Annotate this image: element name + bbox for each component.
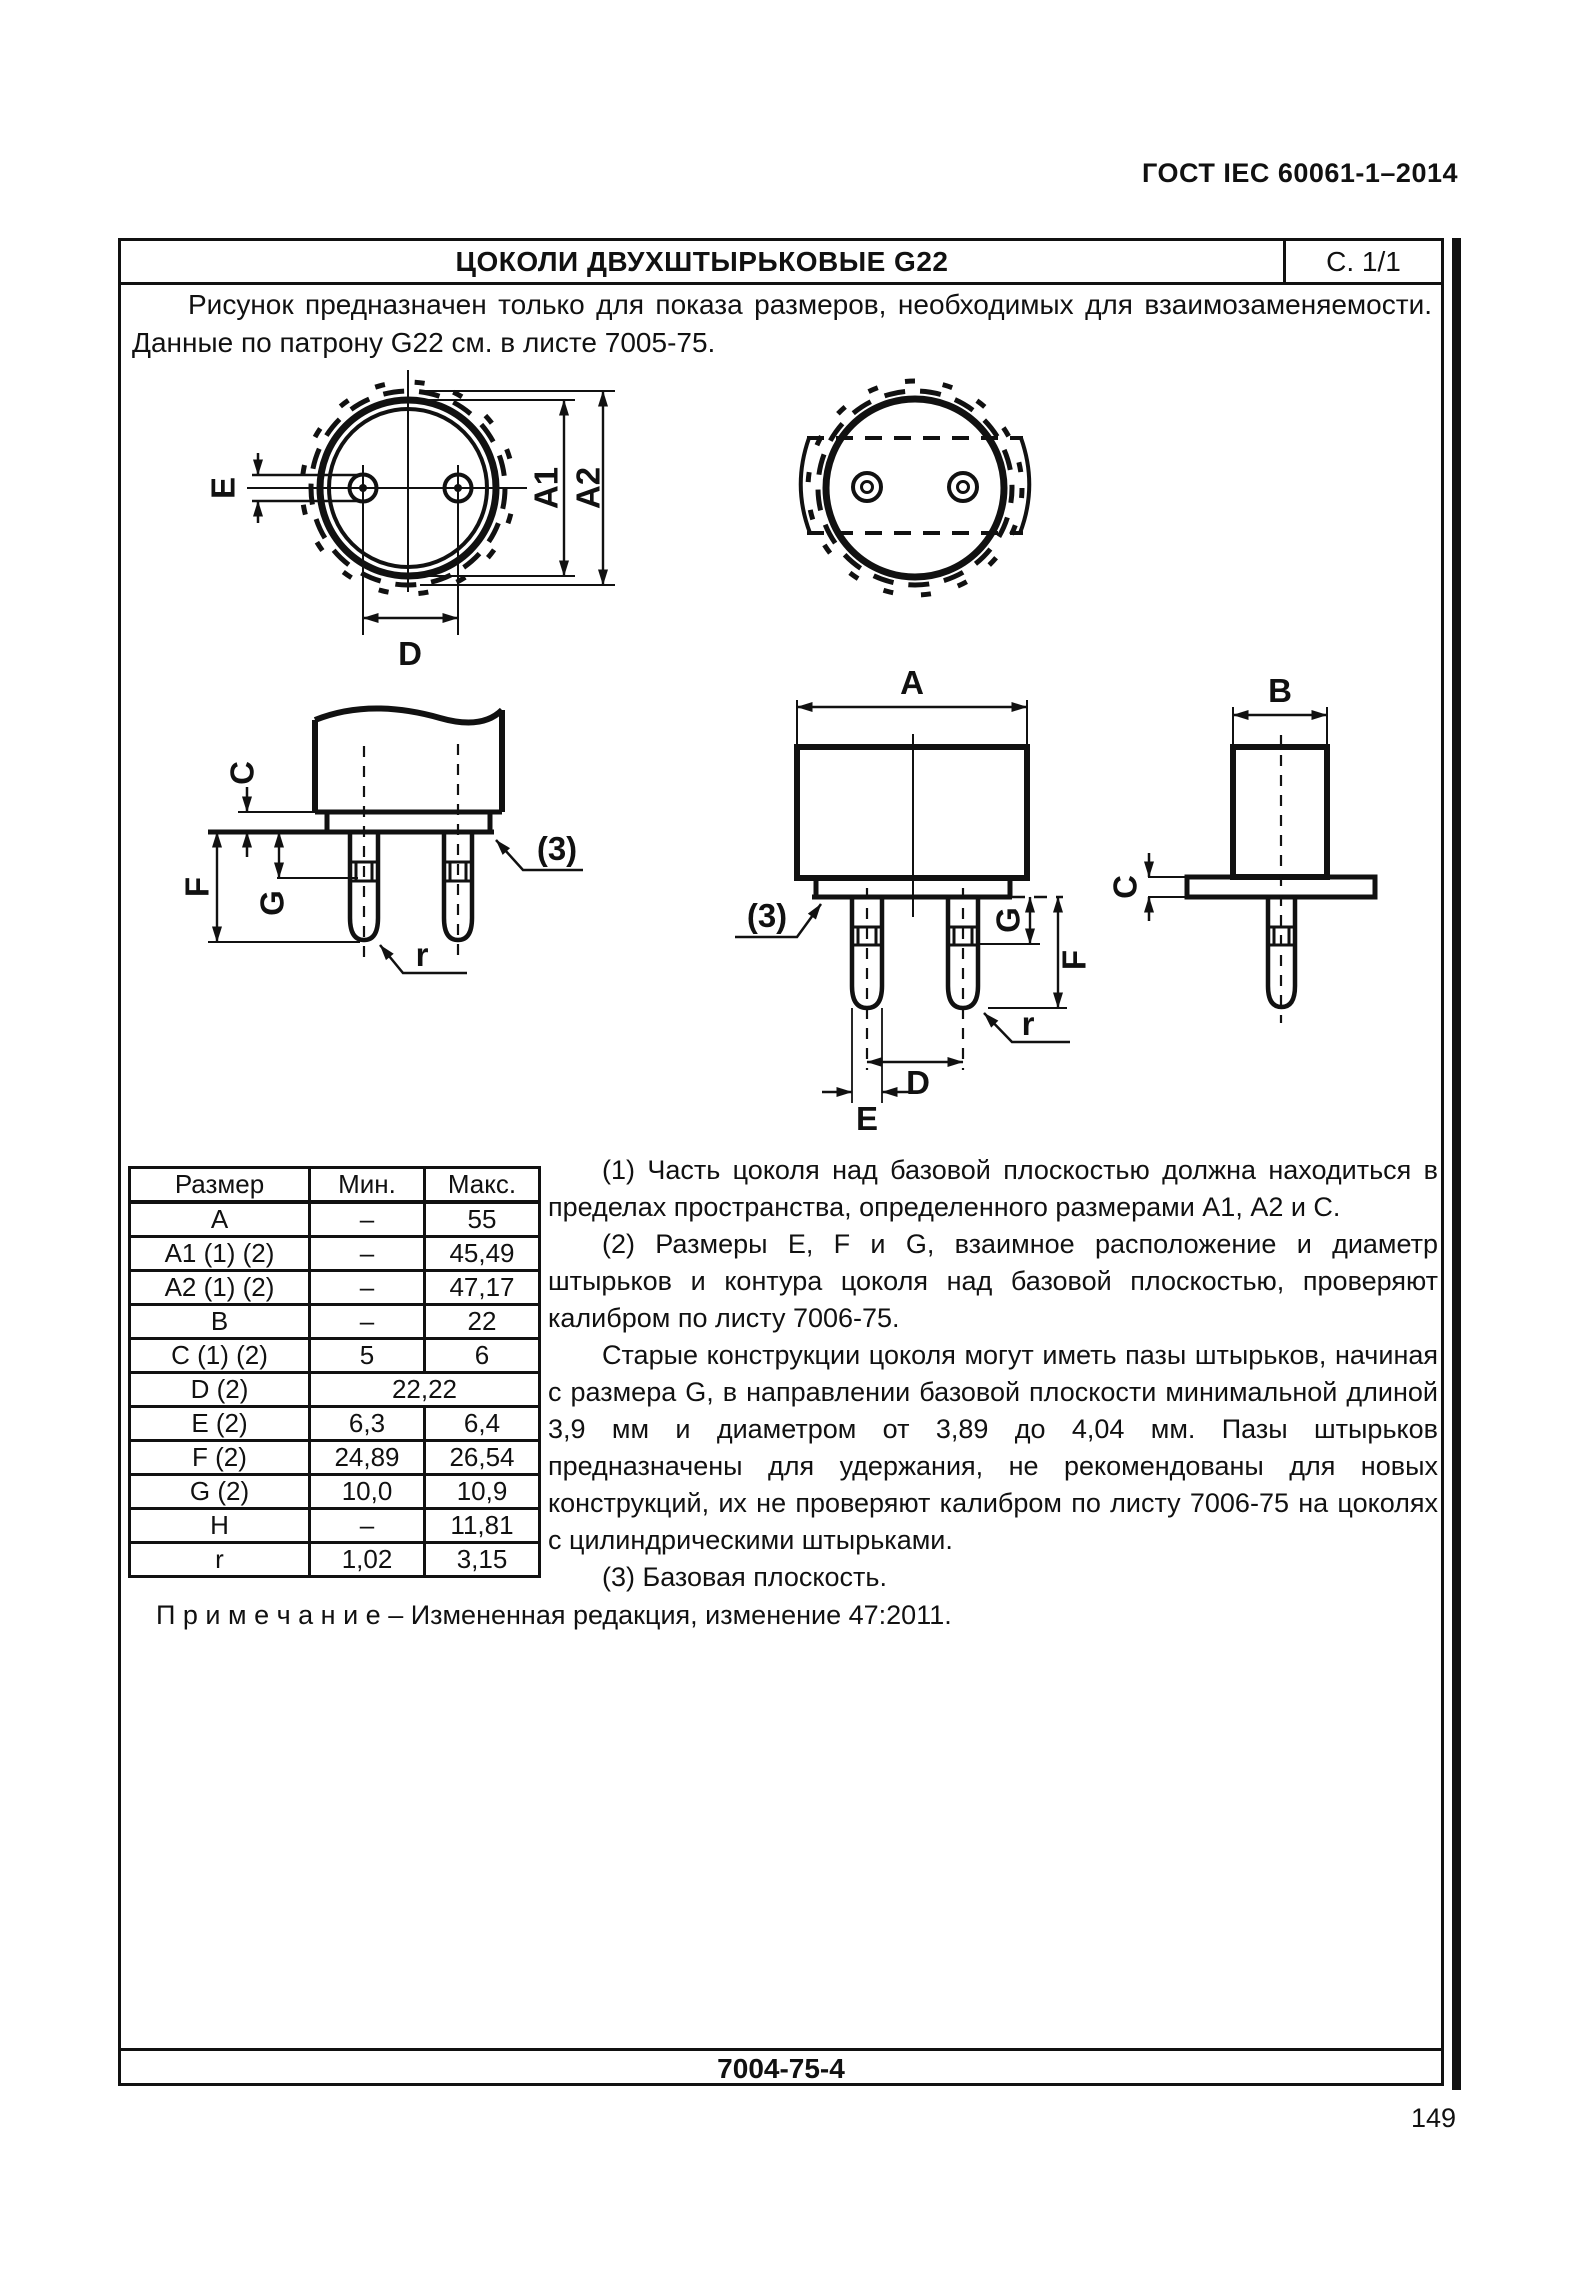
dim-name-cell: A1 (1) (2) bbox=[130, 1237, 310, 1271]
dim-label-r-2: r bbox=[1021, 1005, 1035, 1042]
min-cell: – bbox=[310, 1237, 425, 1271]
max-cell: 55 bbox=[425, 1202, 540, 1237]
dim-label-a2: A2 bbox=[569, 466, 607, 510]
note-1: (1) Часть цоколя над базовой плоскостью должна находиться в пределах пространства, определенного размерами А1, А2 и С. bbox=[548, 1155, 1438, 1222]
table-row bbox=[130, 1373, 540, 1407]
dim-label-a: A bbox=[900, 664, 924, 701]
min-cell: – bbox=[310, 1271, 425, 1305]
table-row bbox=[130, 1202, 540, 1237]
side-view-right-drawing bbox=[1107, 672, 1375, 1023]
page-number: 149 bbox=[1410, 2103, 1456, 2133]
min-cell: – bbox=[310, 1305, 425, 1339]
doc-header: ГОСТ IEC 60061-1–2014 bbox=[1142, 158, 1458, 188]
col-header-max: Макс. bbox=[425, 1168, 540, 1203]
dim-label-c-2: C bbox=[1106, 875, 1144, 899]
max-cell: 22 bbox=[425, 1305, 540, 1339]
dim-label-d: D bbox=[398, 635, 422, 672]
table-row bbox=[130, 1543, 540, 1577]
dim-name-cell: H bbox=[130, 1509, 310, 1543]
title-row bbox=[118, 238, 1444, 285]
dim-name-cell: F (2) bbox=[130, 1441, 310, 1475]
col-header-min: Мин. bbox=[310, 1168, 425, 1203]
min-cell: – bbox=[310, 1509, 425, 1543]
front-view-drawing bbox=[205, 370, 615, 672]
min-cell: – bbox=[310, 1202, 425, 1237]
technical-drawings bbox=[120, 360, 1450, 1140]
base-plane-ref: (3) bbox=[536, 830, 578, 867]
remark-line: П р и м е ч а н и е – Измененная редакция, изменение 47:2011. bbox=[156, 1600, 952, 1630]
dim-name-cell: G (2) bbox=[130, 1475, 310, 1509]
rear-view-drawing bbox=[801, 381, 1030, 595]
sheet-title: ЦОКОЛИ ДВУХШТЫРЬКОВЫЕ G22 bbox=[121, 241, 1286, 282]
note-2: (2) Размеры E, F и G, взаимное расположение и диаметр штырьков и контура цоколя над базовой плоскостью, проверяют калибром по листу 7006-75. bbox=[548, 1229, 1438, 1333]
note-4: (3) Базовая плоскость. bbox=[602, 1562, 887, 1592]
dim-label-d-2: D bbox=[906, 1064, 930, 1101]
max-cell: 47,17 bbox=[425, 1271, 540, 1305]
dim-label-b: B bbox=[1268, 672, 1292, 709]
sheet-code: 7004-75-4 bbox=[717, 2052, 845, 2084]
max-cell: 10,9 bbox=[425, 1475, 540, 1509]
table-row bbox=[130, 1475, 540, 1509]
table-row bbox=[130, 1305, 540, 1339]
dim-label-a1: A1 bbox=[527, 466, 565, 510]
table-row bbox=[130, 1509, 540, 1543]
table-row bbox=[130, 1339, 540, 1373]
min-cell: 1,02 bbox=[310, 1543, 425, 1577]
dim-label-g: G bbox=[253, 890, 291, 916]
dim-label-g-2: G bbox=[989, 907, 1027, 933]
table-header-row bbox=[130, 1168, 540, 1203]
dim-name-cell: A bbox=[130, 1202, 310, 1237]
table-row bbox=[130, 1407, 540, 1441]
sheet-footer bbox=[121, 2048, 1441, 2086]
intro-paragraph: Рисунок предназначен только для показа размеров, необходимых для взаимозаменяемости. Данные по патрону G22 см. в листе 7005-75. bbox=[132, 289, 1432, 358]
dim-label-c: C bbox=[223, 761, 261, 785]
sheet-page-ref: С. 1/1 bbox=[1326, 245, 1401, 277]
right-border-bar bbox=[1452, 238, 1461, 2090]
table-row bbox=[130, 1441, 540, 1475]
notes-block bbox=[548, 1152, 1438, 1596]
base-plane-ref-2: (3) bbox=[746, 897, 788, 934]
dim-label-f-2: F bbox=[1055, 949, 1093, 971]
dim-name-cell: D (2) bbox=[130, 1373, 310, 1407]
dim-name-cell: B bbox=[130, 1305, 310, 1339]
max-cell: 6 bbox=[425, 1339, 540, 1373]
side-view-left-drawing bbox=[179, 708, 583, 973]
side-view-center-drawing bbox=[735, 664, 1093, 1137]
dim-name-cell: C (1) (2) bbox=[130, 1339, 310, 1373]
min-cell: 6,3 bbox=[310, 1407, 425, 1441]
dim-label-f: F bbox=[178, 876, 216, 898]
max-cell: 6,4 bbox=[425, 1407, 540, 1441]
dim-label-e-2: E bbox=[855, 1100, 879, 1137]
table-row bbox=[130, 1237, 540, 1271]
dim-name-cell: E (2) bbox=[130, 1407, 310, 1441]
note-3: Старые конструкции цоколя могут иметь пазы штырьков, начиная с размера G, в направлении базовой плоскости минимальной длиной 3,9 мм и диаметром от 3,89 до 4,04 мм. Пазы штырьков предназначены для удержания, не рекомендованы для новых конструкций, их не проверяют калибром по листу 7006-75 на цоколях с цилиндрическими штырьками. bbox=[548, 1340, 1438, 1555]
dim-label-r: r bbox=[415, 936, 429, 973]
max-cell: 26,54 bbox=[425, 1441, 540, 1475]
dim-name-cell: A2 (1) (2) bbox=[130, 1271, 310, 1305]
min-cell: 10,0 bbox=[310, 1475, 425, 1509]
dimensions-table bbox=[128, 1166, 541, 1578]
col-header-size: Размер bbox=[130, 1168, 310, 1203]
min-cell: 24,89 bbox=[310, 1441, 425, 1475]
dim-label-e: E bbox=[204, 476, 242, 500]
dim-name-cell: r bbox=[130, 1543, 310, 1577]
max-cell: 11,81 bbox=[425, 1509, 540, 1543]
table-row bbox=[130, 1271, 540, 1305]
max-cell: 45,49 bbox=[425, 1237, 540, 1271]
min-cell: 5 bbox=[310, 1339, 425, 1373]
max-cell: 3,15 bbox=[425, 1543, 540, 1577]
merged-value-cell: 22,22 bbox=[310, 1373, 540, 1407]
